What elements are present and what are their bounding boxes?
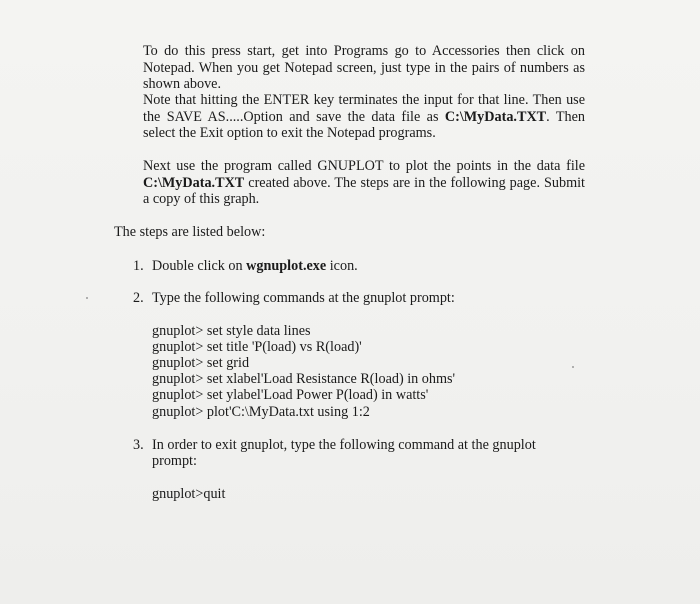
program-name-bold: wgnuplot.exe — [246, 258, 327, 274]
paragraph-save-instructions — [143, 92, 585, 142]
step-number: 1. — [133, 258, 144, 274]
step3-text-line1: In order to exit gnuplot, type the following command at the gnuplot — [152, 437, 536, 453]
text-segment: icon. — [326, 258, 358, 274]
steps-intro: The steps are listed below: — [114, 224, 266, 240]
command-line: gnuplot>quit — [152, 486, 226, 502]
step1-text — [152, 258, 358, 275]
step-number: 3. — [133, 437, 144, 453]
paragraph-line: To do this press start, get into Programs go to Accessories then click on — [143, 43, 585, 59]
paragraph-line — [143, 175, 585, 192]
paragraph-line: select the Exit option to exit the Notepad programs. — [143, 125, 436, 142]
step3-text-line2: prompt: — [152, 453, 197, 469]
command-line: gnuplot> set grid — [152, 355, 250, 371]
step-number: 2. — [133, 290, 144, 306]
paragraph-line: shown above. — [143, 76, 222, 93]
step2-text: Type the following commands at the gnuplot prompt: — [152, 290, 455, 306]
speck-mark — [86, 297, 88, 299]
filename-bold: C:\MyData.TXT — [444, 108, 547, 125]
paragraph-line — [143, 109, 585, 126]
text-segment: . Then — [546, 108, 585, 125]
command-line: gnuplot> set ylabel'Load Power P(load) in watts' — [152, 387, 429, 403]
text-segment: Double click on — [152, 258, 247, 274]
text-segment: the SAVE AS.....Option and save the data file as — [143, 108, 445, 125]
command-line: gnuplot> set title 'P(load) vs R(load)' — [152, 339, 362, 355]
command-line: gnuplot> plot'C:\MyData.txt using 1:2 — [152, 404, 370, 420]
paragraph-line: Note that hitting the ENTER key terminates the input for that line. Then use — [143, 92, 585, 108]
paragraph-notepad-intro — [143, 43, 585, 93]
paragraph-gnuplot-intro — [143, 158, 585, 208]
command-line: gnuplot> set xlabel'Load Resistance R(load) in ohms' — [152, 371, 456, 387]
paragraph-line: a copy of this graph. — [143, 191, 260, 208]
paragraph-line: Notepad. When you get Notepad screen, just type in the pairs of numbers as — [143, 59, 585, 76]
text-segment: created above. The steps are in the following page. Submit — [244, 174, 585, 191]
command-line: gnuplot> set style data lines — [152, 323, 311, 339]
filename-bold: C:\MyData.TXT — [143, 174, 245, 191]
paragraph-line: Next use the program called GNUPLOT to plot the points in the data file — [143, 158, 585, 174]
speck-mark — [572, 366, 574, 368]
